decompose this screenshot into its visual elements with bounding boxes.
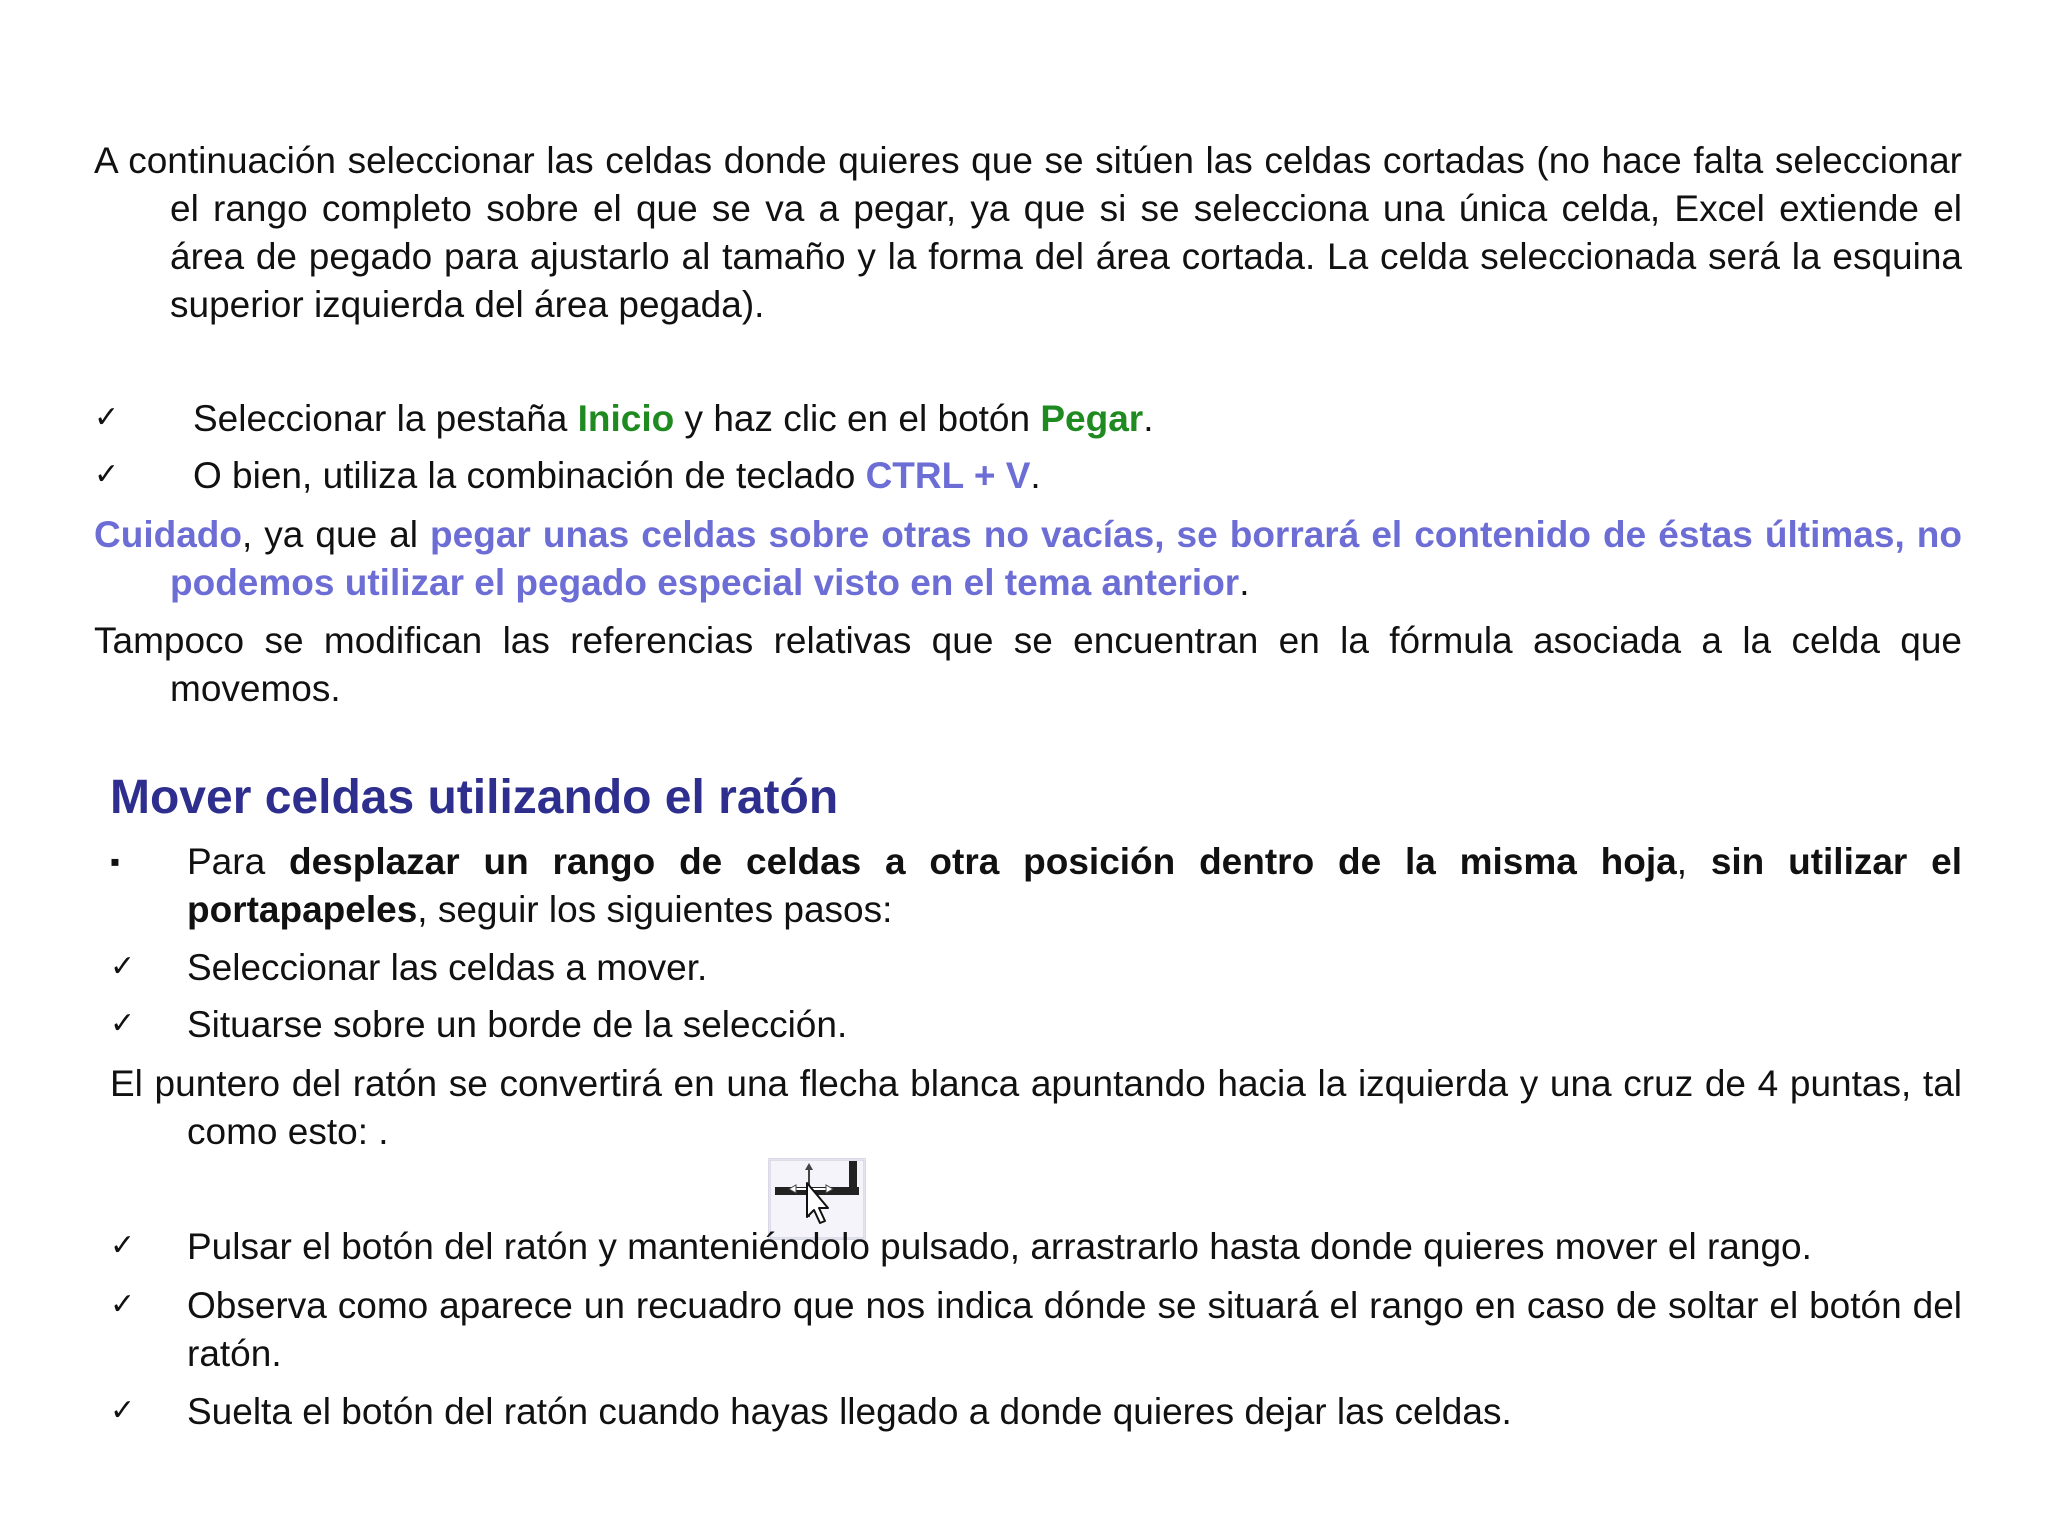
step-paste-inicio: Seleccionar la pestaña Inicio y haz clic en el botón Pegar. xyxy=(193,398,1154,439)
intro-paragraph xyxy=(94,137,1962,329)
pegar-button-label: Pegar xyxy=(1040,398,1144,439)
check-icon: ✓ xyxy=(94,458,120,491)
check-icon: ✓ xyxy=(94,401,120,434)
step-select-cells: Seleccionar las celdas a mover. xyxy=(187,947,708,988)
check-icon: ✓ xyxy=(110,1288,136,1321)
step-release: Suelta el botón del ratón cuando hayas llegado a donde quieres dejar las celdas. xyxy=(187,1391,1512,1432)
check-icon: ✓ xyxy=(110,950,136,983)
shortcut-label: CTRL + V xyxy=(865,455,1031,496)
section-heading: Mover celdas utilizando el ratón xyxy=(110,771,839,824)
square-bullet-icon: ▪ xyxy=(110,846,120,877)
warning-paragraph: Cuidado, ya que al pegar unas celdas sobre otras no vacías, se borrará el contenido de éstas últimas, no podemos utilizar el pegado especial visto en el tema anterior. xyxy=(94,514,1962,603)
bullet-move-range: Para desplazar un rango de celdas a otra posición dentro de la misma hoja, sin utilizar el portapapeles, seguir los siguientes pasos: xyxy=(187,841,1962,930)
check-icon: ✓ xyxy=(110,1394,136,1427)
note-paragraph: Tampoco se modifican las referencias relativas que se encuentran en la fórmula asociada a la celda que movemos. xyxy=(94,620,1962,709)
inicio-tab-label: Inicio xyxy=(577,398,675,439)
intro-text: A continuación seleccionar las celdas donde quieres que se sitúen las celdas cortadas (no hace falta seleccionar el rango completo sobre el que se va a pegar, ya que si se selecciona una única celda, Excel extiende el área de pegado para ajustarlo al tamaño y la forma del área cortada. La celda seleccionada será la esquina superior izquierda del área pegada). xyxy=(94,140,1962,325)
check-icon: ✓ xyxy=(110,1007,136,1040)
check-icon: ✓ xyxy=(110,1229,136,1262)
pointer-note-paragraph: El puntero del ratón se convertirá en una flecha blanca apuntando hacia la izquierda y una cruz de 4 puntas, tal como esto: . xyxy=(110,1063,1962,1152)
step-paste-shortcut: O bien, utiliza la combinación de teclado CTRL + V. xyxy=(193,455,1041,496)
step-observe: Observa como aparece un recuadro que nos indica dónde se situará el rango en caso de soltar el botón del ratón. xyxy=(187,1285,1962,1374)
step-border: Situarse sobre un borde de la selección. xyxy=(187,1004,848,1045)
step-drag: Pulsar el botón del ratón y manteniéndolo pulsado, arrastrarlo hasta donde quieres mover el rango. xyxy=(187,1226,1812,1267)
